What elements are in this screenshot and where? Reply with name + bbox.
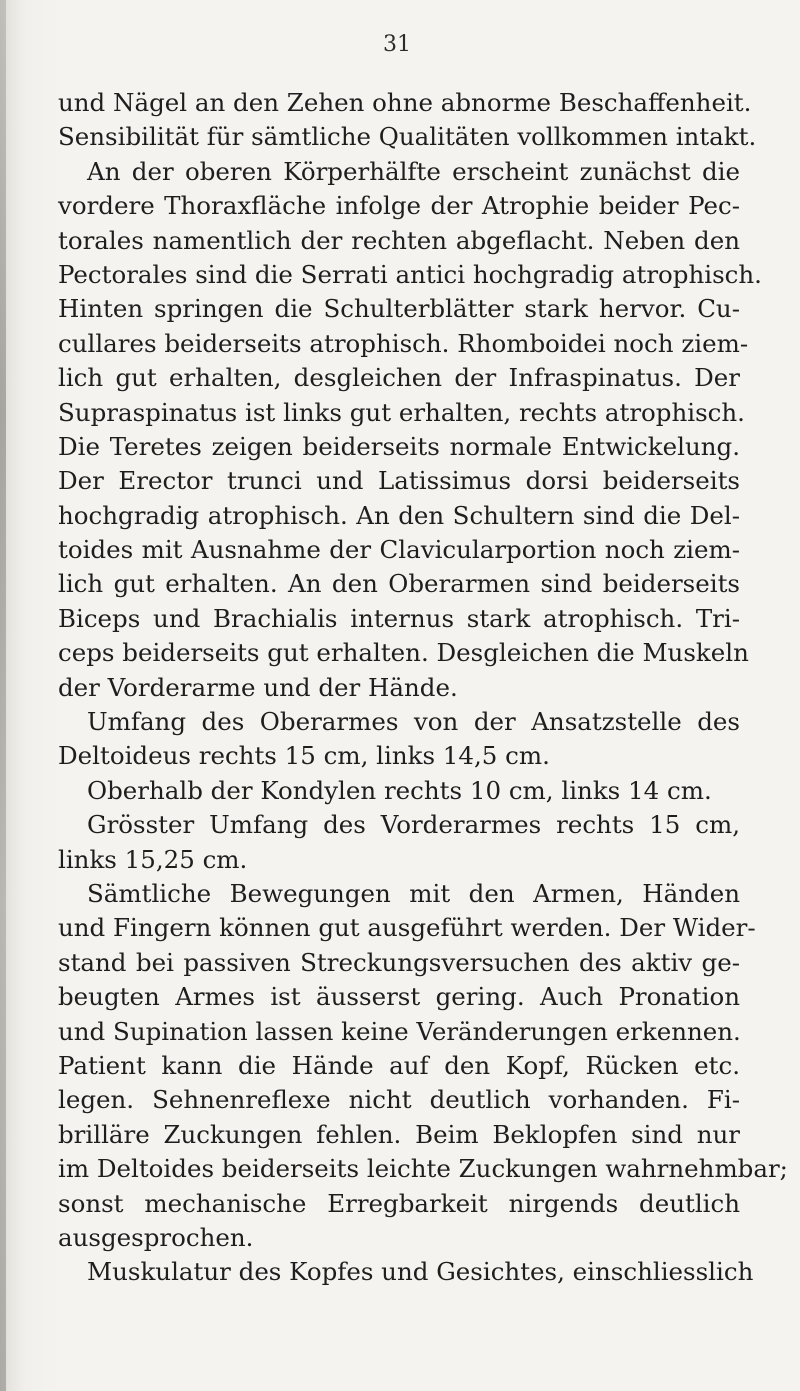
- text-line: links 15,25 cm.: [58, 844, 248, 874]
- text-line: Supraspinatus ist links gut erhalten, rechts atrophisch.: [58, 397, 745, 427]
- text-line: Biceps und Brachialis internus stark atrophisch. Tri-: [58, 603, 740, 633]
- text-line: Hinten springen die Schulterblätter stark hervor. Cu-: [58, 294, 740, 324]
- text-line: cullares beiderseits atrophisch. Rhomboidei noch ziem-: [58, 328, 749, 358]
- text-line: Pectorales sind die Serrati antici hochgradig atrophisch.: [58, 259, 762, 289]
- text-line: Grösster Umfang des Vorderarmes rechts 15 cm,: [87, 810, 740, 840]
- text-line: Oberhalb der Kondylen rechts 10 cm, links 14 cm.: [87, 775, 712, 805]
- text-line: Deltoideus rechts 15 cm, links 14,5 cm.: [58, 741, 550, 771]
- text-line: beugten Armes ist äusserst gering. Auch Pronation: [58, 982, 740, 1012]
- text-line: lich gut erhalten. An den Oberarmen sind beiderseits: [58, 569, 740, 599]
- text-line: Muskulatur des Kopfes und Gesichtes, einschliesslich: [87, 1257, 754, 1287]
- text-line: ausgesprochen.: [58, 1222, 254, 1252]
- text-line: brilläre Zuckungen fehlen. Beim Beklopfen sind nur: [58, 1119, 740, 1149]
- text-line: toides mit Ausnahme der Clavicularportion noch ziem-: [58, 535, 740, 565]
- text-line: legen. Sehnenreflexe nicht deutlich vorhanden. Fi-: [58, 1085, 740, 1115]
- text-line: Umfang des Oberarmes von der Ansatzstelle des: [87, 707, 740, 737]
- text-line: Die Teretes zeigen beiderseits normale Entwickelung.: [58, 431, 740, 461]
- text-line: torales namentlich der rechten abgeflacht. Neben den: [58, 225, 740, 255]
- text-line: Sämtliche Bewegungen mit den Armen, Händen: [87, 878, 740, 908]
- text-line: Patient kann die Hände auf den Kopf, Rücken etc.: [58, 1050, 740, 1080]
- page-number: 31: [383, 32, 411, 57]
- text-line: ceps beiderseits gut erhalten. Desgleichen die Muskeln: [58, 638, 749, 668]
- page-binding-edge: [0, 0, 6, 1391]
- text-line: vordere Thoraxfläche infolge der Atrophie beider Pec-: [58, 191, 740, 221]
- text-line: Der Erector trunci und Latissimus dorsi beiderseits: [58, 466, 740, 496]
- text-line: im Deltoides beiderseits leichte Zuckungen wahrnehmbar;: [58, 1154, 788, 1184]
- text-line: Sensibilität für sämtliche Qualitäten vollkommen intakt.: [58, 122, 757, 152]
- text-line: stand bei passiven Streckungsversuchen des aktiv ge-: [58, 947, 740, 977]
- text-line: und Fingern können gut ausgeführt werden. Der Wider-: [58, 913, 756, 943]
- text-line: An der oberen Körperhälfte erscheint zunächst die: [87, 156, 740, 186]
- text-line: und Nägel an den Zehen ohne abnorme Beschaffenheit.: [58, 88, 752, 117]
- text-line: der Vorderarme und der Hände.: [58, 672, 458, 702]
- text-line: und Supination lassen keine Veränderungen erkennen.: [58, 1016, 741, 1046]
- text-line: hochgradig atrophisch. An den Schultern sind die Del-: [58, 500, 740, 530]
- text-line: lich gut erhalten, desgleichen der Infraspinatus. Der: [58, 363, 740, 393]
- body-text: [58, 86, 788, 1290]
- text-line: sonst mechanische Erregbarkeit nirgends deutlich: [58, 1188, 740, 1218]
